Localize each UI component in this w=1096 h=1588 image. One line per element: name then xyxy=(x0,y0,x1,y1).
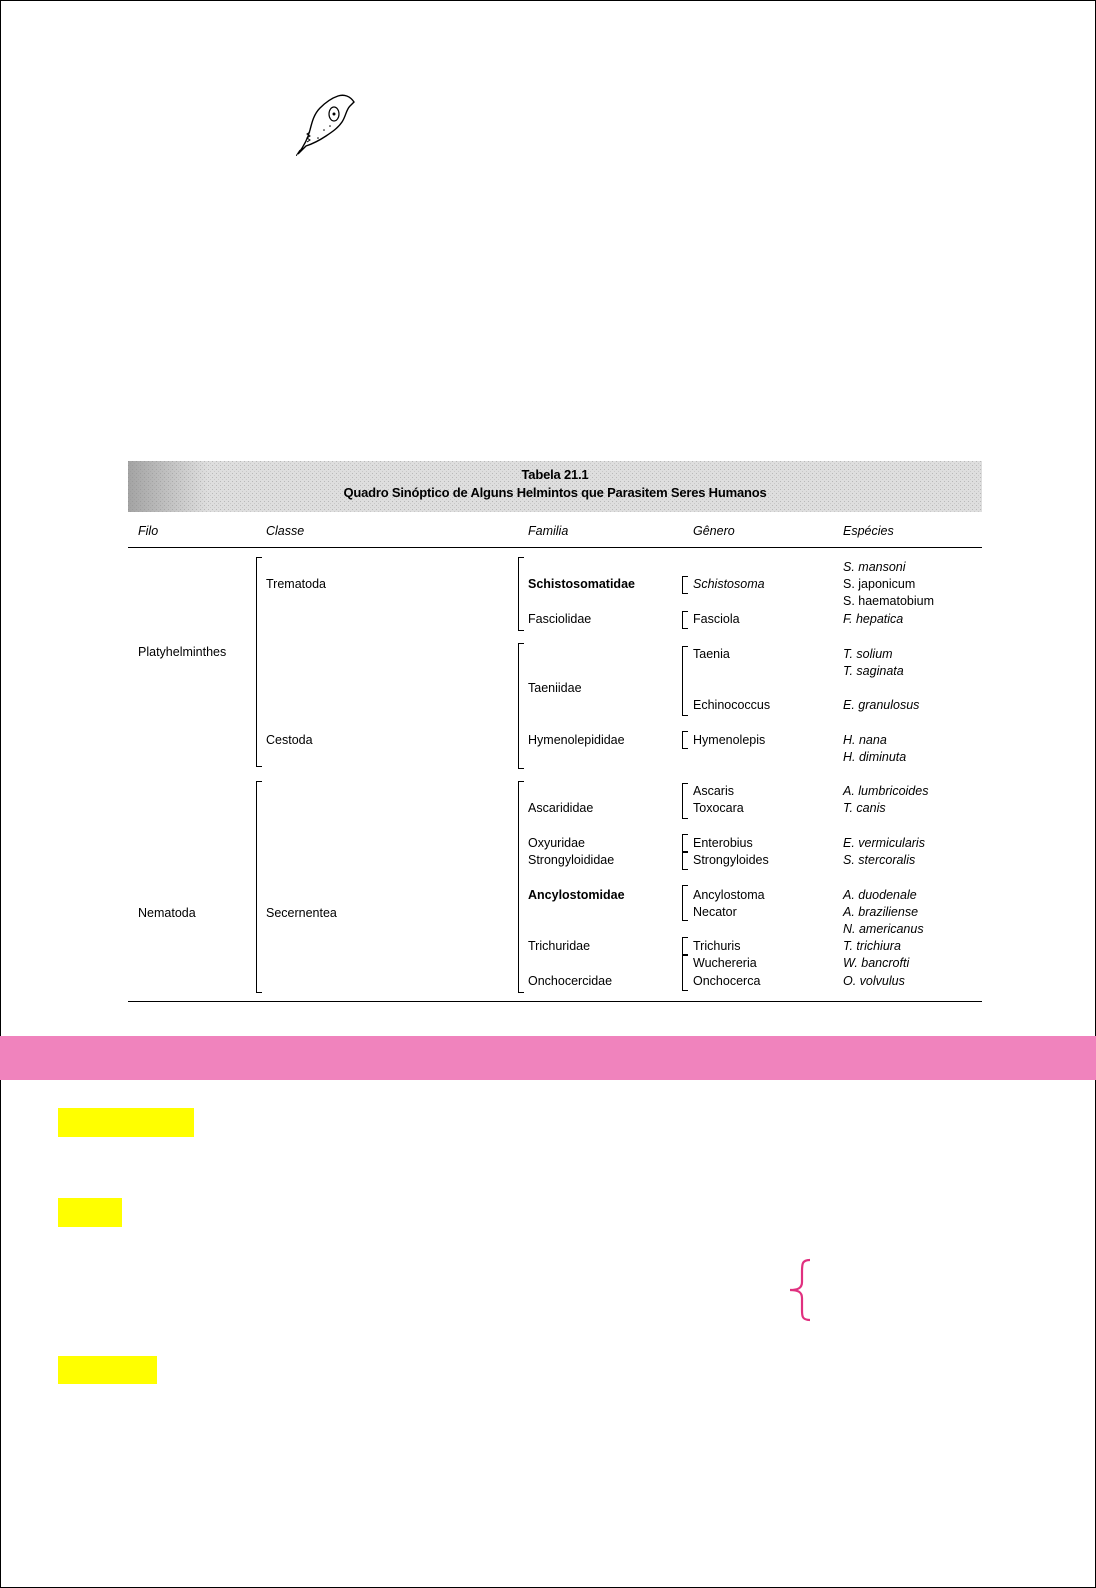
genero-cell: Ancylostoma xyxy=(693,888,765,902)
header-rule xyxy=(128,547,982,548)
classe-cell: Secernentea xyxy=(266,906,337,920)
highlight-block xyxy=(58,1108,194,1137)
col-head-familia: Familia xyxy=(528,524,569,538)
especie-cell: S. mansoni xyxy=(843,560,906,574)
genero-cell: Necator xyxy=(693,905,737,919)
bracket-secernentea-familia xyxy=(518,781,524,993)
familia-cell: Oxyuridae xyxy=(528,836,585,850)
genero-cell: Strongyloides xyxy=(693,853,769,867)
filo-cell: Nematoda xyxy=(138,906,196,920)
especie-cell: T. canis xyxy=(843,801,886,815)
especie-cell: O. volvulus xyxy=(843,974,905,988)
bracket-hymenolepis xyxy=(682,731,688,749)
bracket-strongyloides xyxy=(682,852,688,870)
especie-cell: T. trichiura xyxy=(843,939,901,953)
bracket-ascarididae-genero xyxy=(682,783,688,819)
especie-cell: N. americanus xyxy=(843,922,924,936)
especie-cell: F. hepatica xyxy=(843,612,904,626)
especie-cell: A. duodenale xyxy=(843,888,917,902)
especie-cell: A. lumbricoides xyxy=(843,784,929,798)
bracket-fasciola xyxy=(682,611,688,629)
col-head-filo: Filo xyxy=(138,524,159,538)
especie-cell: H. nana xyxy=(843,733,887,747)
genero-cell: Onchocerca xyxy=(693,974,761,988)
genero-cell: Fasciola xyxy=(693,612,740,626)
curly-brace-icon xyxy=(786,1258,814,1322)
bracket-ancylostomidae-genero xyxy=(682,885,688,921)
familia-cell: Fasciolidae xyxy=(528,612,592,626)
genero-cell: Trichuris xyxy=(693,939,741,953)
especie-cell: T. saginata xyxy=(843,664,904,678)
familia-cell: Taeniidae xyxy=(528,681,582,695)
genero-cell: Hymenolepis xyxy=(693,733,766,747)
familia-cell: Ascarididae xyxy=(528,801,594,815)
col-head-classe: Classe xyxy=(266,524,305,538)
especie-cell: S. stercoralis xyxy=(843,853,916,867)
especie-cell: E. vermicularis xyxy=(843,836,925,850)
familia-cell: Strongyloididae xyxy=(528,853,615,867)
helminth-table xyxy=(128,461,982,1003)
familia-cell: Schistosomatidae xyxy=(528,577,635,591)
bracket-nematoda-classe xyxy=(256,781,262,993)
classe-cell: Cestoda xyxy=(266,733,313,747)
worm-drawing-icon xyxy=(296,94,360,156)
genero-cell: Schistosoma xyxy=(693,577,765,591)
familia-cell: Ancylostomidae xyxy=(528,888,625,902)
bracket-platyhelminthes-classe xyxy=(256,557,262,767)
bracket-cestoda-familia xyxy=(518,643,524,769)
filo-cell: Platyhelminthes xyxy=(138,645,227,659)
table-title: Tabela 21.1 xyxy=(521,467,589,482)
especie-cell: E. granulosus xyxy=(843,698,920,712)
classe-cell: Trematoda xyxy=(266,577,326,591)
highlight-block xyxy=(58,1198,122,1227)
section-band xyxy=(0,1036,1096,1080)
bracket-onchocercidae-genero xyxy=(682,955,688,991)
genero-cell: Toxocara xyxy=(693,801,744,815)
genero-cell: Taenia xyxy=(693,647,730,661)
genero-cell: Echinococcus xyxy=(693,698,771,712)
genero-cell: Wuchereria xyxy=(693,956,757,970)
familia-cell: Hymenolepididae xyxy=(528,733,625,747)
col-head-especies: Espécies xyxy=(843,524,894,538)
especie-cell: S. haematobium xyxy=(843,594,935,608)
especie-cell: T. solium xyxy=(843,647,893,661)
familia-cell: Onchocercidae xyxy=(528,974,613,988)
familia-cell: Trichuridae xyxy=(528,939,591,953)
especie-cell: W. bancrofti xyxy=(843,956,910,970)
highlight-block xyxy=(58,1356,157,1384)
table-header-band xyxy=(128,461,982,512)
col-head-genero: Gênero xyxy=(693,524,735,538)
genero-cell: Ascaris xyxy=(693,784,734,798)
genero-cell: Enterobius xyxy=(693,836,753,850)
bottom-rule xyxy=(128,1001,982,1002)
especie-cell: H. diminuta xyxy=(843,750,907,764)
table-subtitle: Quadro Sinóptico de Alguns Helmintos que Parasitem Seres Humanos xyxy=(343,485,767,500)
especie-cell: A. braziliense xyxy=(843,905,919,919)
especie-cell: S. japonicum xyxy=(843,577,916,591)
bracket-enterobius xyxy=(682,834,688,852)
bracket-trichuris xyxy=(682,937,688,955)
bracket-schistosoma xyxy=(682,576,688,594)
bracket-taeniidae-genero xyxy=(682,646,688,716)
bracket-trematoda-familia xyxy=(518,557,524,631)
